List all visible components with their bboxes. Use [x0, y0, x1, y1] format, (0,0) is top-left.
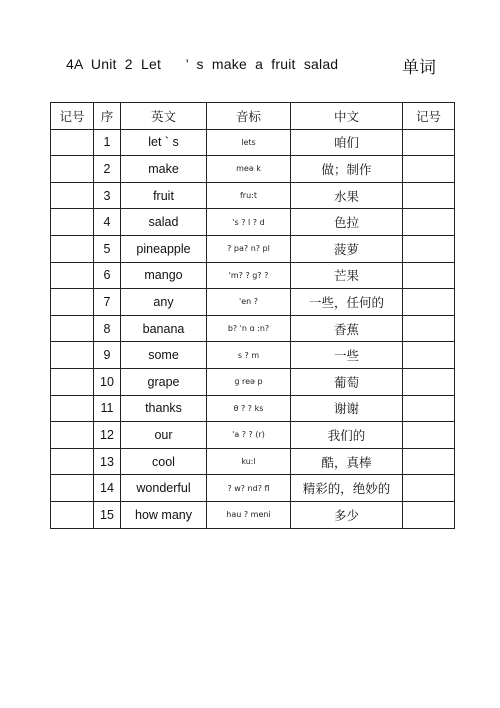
table-row	[51, 315, 455, 342]
mark-cell	[51, 342, 94, 369]
phonetic: 'm? ? g? ?	[207, 262, 291, 289]
phonetic: ? w? nd? fl	[207, 475, 291, 502]
mark-cell-right	[403, 448, 455, 475]
document-title: 4A Unit 2 Let ’ s make a fruit salad	[66, 56, 339, 72]
table-row	[51, 289, 455, 316]
row-number: 15	[94, 501, 121, 528]
phonetic: b? 'n ɑ :n?	[207, 315, 291, 342]
phonetic: lets	[207, 129, 291, 156]
table-row	[51, 501, 455, 528]
row-number: 14	[94, 475, 121, 502]
document-title-chinese: 单词	[402, 58, 436, 78]
table-row	[51, 235, 455, 262]
mark-cell	[51, 475, 94, 502]
english-word: salad	[121, 209, 207, 236]
mark-cell	[51, 448, 94, 475]
phonetic: meə k	[207, 156, 291, 183]
mark-cell-right	[403, 209, 455, 236]
column-header-english: 英文	[121, 103, 207, 130]
row-number: 11	[94, 395, 121, 422]
table-row	[51, 342, 455, 369]
chinese-meaning: 葡萄	[291, 368, 403, 395]
mark-cell-right	[403, 395, 455, 422]
table-row	[51, 156, 455, 183]
chinese-meaning: 做；制作	[291, 156, 403, 183]
mark-cell-right	[403, 315, 455, 342]
column-header-mark-right: 记号	[403, 103, 455, 130]
english-word: thanks	[121, 395, 207, 422]
english-word: pineapple	[121, 235, 207, 262]
column-header-chinese: 中文	[291, 103, 403, 130]
row-number: 12	[94, 422, 121, 449]
mark-cell-right	[403, 235, 455, 262]
phonetic: 's ? l ? d	[207, 209, 291, 236]
table-row	[51, 368, 455, 395]
table-row	[51, 448, 455, 475]
row-number: 4	[94, 209, 121, 236]
phonetic: ? pa? n? pl	[207, 235, 291, 262]
mark-cell	[51, 156, 94, 183]
row-number: 10	[94, 368, 121, 395]
mark-cell-right	[403, 501, 455, 528]
table-row	[51, 209, 455, 236]
chinese-meaning: 酷，真棒	[291, 448, 403, 475]
mark-cell	[51, 315, 94, 342]
mark-cell-right	[403, 368, 455, 395]
column-header-number: 序	[94, 103, 121, 130]
table-row	[51, 129, 455, 156]
table-row	[51, 395, 455, 422]
mark-cell	[51, 262, 94, 289]
mark-cell-right	[403, 262, 455, 289]
english-word: how many	[121, 501, 207, 528]
mark-cell-right	[403, 182, 455, 209]
chinese-meaning: 香蕉	[291, 315, 403, 342]
phonetic: fru:t	[207, 182, 291, 209]
english-word: wonderful	[121, 475, 207, 502]
chinese-meaning: 一些，任何的	[291, 289, 403, 316]
mark-cell	[51, 235, 94, 262]
column-header-mark: 记号	[51, 103, 94, 130]
english-word: our	[121, 422, 207, 449]
row-number: 7	[94, 289, 121, 316]
phonetic: ku:l	[207, 448, 291, 475]
row-number: 3	[94, 182, 121, 209]
table-row	[51, 475, 455, 502]
english-word: any	[121, 289, 207, 316]
mark-cell	[51, 368, 94, 395]
mark-cell	[51, 395, 94, 422]
phonetic: θ ? ? ks	[207, 395, 291, 422]
phonetic: ɡ reə p	[207, 368, 291, 395]
chinese-meaning: 水果	[291, 182, 403, 209]
chinese-meaning: 芒果	[291, 262, 403, 289]
chinese-meaning: 菠萝	[291, 235, 403, 262]
phonetic: hau ? meni	[207, 501, 291, 528]
english-word: let ` s	[121, 129, 207, 156]
row-number: 5	[94, 235, 121, 262]
chinese-meaning: 我们的	[291, 422, 403, 449]
mark-cell-right	[403, 342, 455, 369]
chinese-meaning: 多少	[291, 501, 403, 528]
mark-cell	[51, 209, 94, 236]
mark-cell	[51, 182, 94, 209]
mark-cell-right	[403, 475, 455, 502]
mark-cell	[51, 501, 94, 528]
phonetic: 'en ?	[207, 289, 291, 316]
table-row	[51, 262, 455, 289]
row-number: 6	[94, 262, 121, 289]
row-number: 1	[94, 129, 121, 156]
mark-cell-right	[403, 129, 455, 156]
mark-cell	[51, 422, 94, 449]
phonetic: s ? m	[207, 342, 291, 369]
english-word: banana	[121, 315, 207, 342]
row-number: 9	[94, 342, 121, 369]
vocabulary-rows	[51, 129, 455, 528]
phonetic: 'a ? ? (r)	[207, 422, 291, 449]
row-number: 2	[94, 156, 121, 183]
mark-cell-right	[403, 422, 455, 449]
english-word: some	[121, 342, 207, 369]
english-word: grape	[121, 368, 207, 395]
chinese-meaning: 咱们	[291, 129, 403, 156]
mark-cell	[51, 289, 94, 316]
chinese-meaning: 色拉	[291, 209, 403, 236]
table-header-row	[51, 103, 455, 130]
mark-cell-right	[403, 289, 455, 316]
chinese-meaning: 一些	[291, 342, 403, 369]
english-word: make	[121, 156, 207, 183]
chinese-meaning: 精彩的，绝妙的	[291, 475, 403, 502]
table-row	[51, 422, 455, 449]
chinese-meaning: 谢谢	[291, 395, 403, 422]
row-number: 13	[94, 448, 121, 475]
column-header-phonetic: 音标	[207, 103, 291, 130]
table-row	[51, 182, 455, 209]
mark-cell	[51, 129, 94, 156]
vocabulary-table	[50, 102, 455, 529]
row-number: 8	[94, 315, 121, 342]
english-word: fruit	[121, 182, 207, 209]
mark-cell-right	[403, 156, 455, 183]
english-word: mango	[121, 262, 207, 289]
english-word: cool	[121, 448, 207, 475]
